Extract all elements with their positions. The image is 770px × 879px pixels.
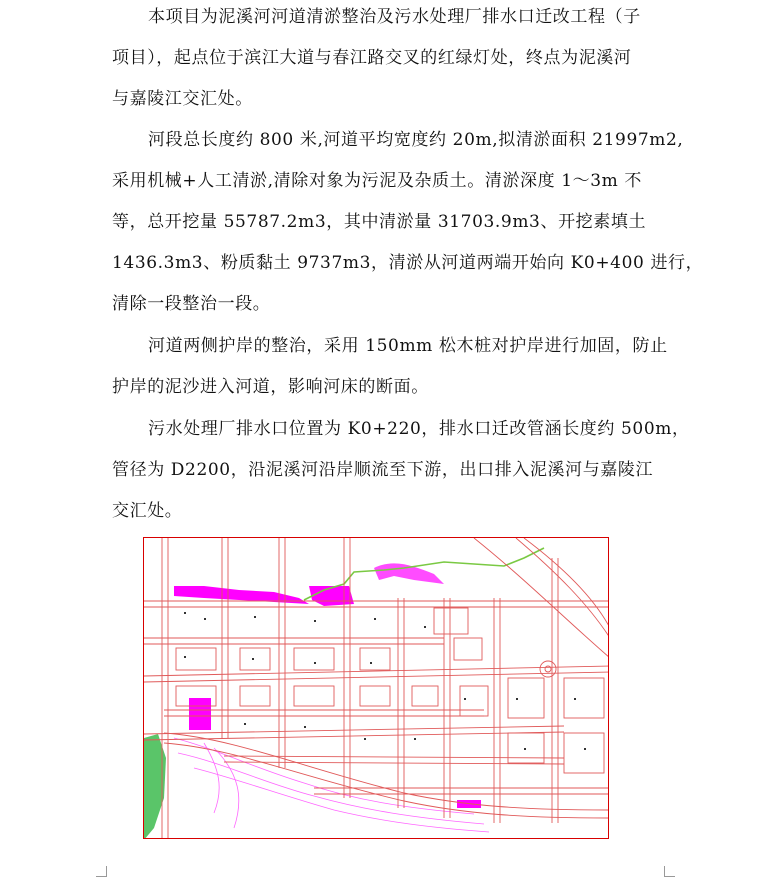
site-plan-figure — [143, 537, 609, 839]
paragraph-line: 污水处理厂排水口位置为 K0+220，排水口迁改管涵长度约 500m， — [148, 419, 690, 439]
paragraph-line: 河段总长度约 800 米,河道平均宽度约 20m,拟清淤面积 21997m2, — [148, 130, 684, 150]
paragraph-outfall-relocation — [112, 409, 690, 532]
paragraph-line: 1436.3m3、粉质黏土 9737m3，清淤从河道两端开始向 K0+400 进行， — [112, 253, 704, 273]
green-area — [144, 734, 166, 839]
paragraph-line: 项目），起点位于滨江大道与春江路交叉的红绿灯处，终点为泥溪河 — [112, 48, 632, 68]
paragraph-line: 等，总开挖量 55787.2m3，其中清淤量 31703.9m3、开挖素填土 — [112, 212, 647, 232]
page-corner-mark — [96, 866, 107, 877]
paragraph-line: 采用机械+人工清淤,清除对象为污泥及杂质土。清淤深度 1～3m 不 — [112, 171, 643, 191]
road-network — [144, 538, 609, 839]
paragraph-line: 清除一段整治一段。 — [112, 294, 271, 314]
site-plan-drawing — [144, 538, 609, 839]
paragraph-line: 河道两侧护岸的整治，采用 150mm 松木桩对护岸进行加固，防止 — [148, 336, 668, 356]
paragraph-project-overview — [112, 0, 668, 120]
paragraph-line: 交汇处。 — [112, 501, 183, 521]
page-corner-mark — [664, 866, 675, 877]
paragraph-line: 与嘉陵江交汇处。 — [112, 89, 253, 109]
paragraph-line: 本项目为泥溪河河道清淤整治及污水处理厂排水口迁改工程（子 — [148, 7, 641, 27]
paragraph-line: 护岸的泥沙进入河道，影响河床的断面。 — [112, 377, 429, 397]
paragraph-line: 管径为 D2200，沿泥溪河沿岸顺流至下游，出口排入泥溪河与嘉陵江 — [112, 460, 654, 480]
paragraph-bank-revetment — [112, 326, 668, 408]
paragraph-river-dredging — [112, 120, 704, 325]
